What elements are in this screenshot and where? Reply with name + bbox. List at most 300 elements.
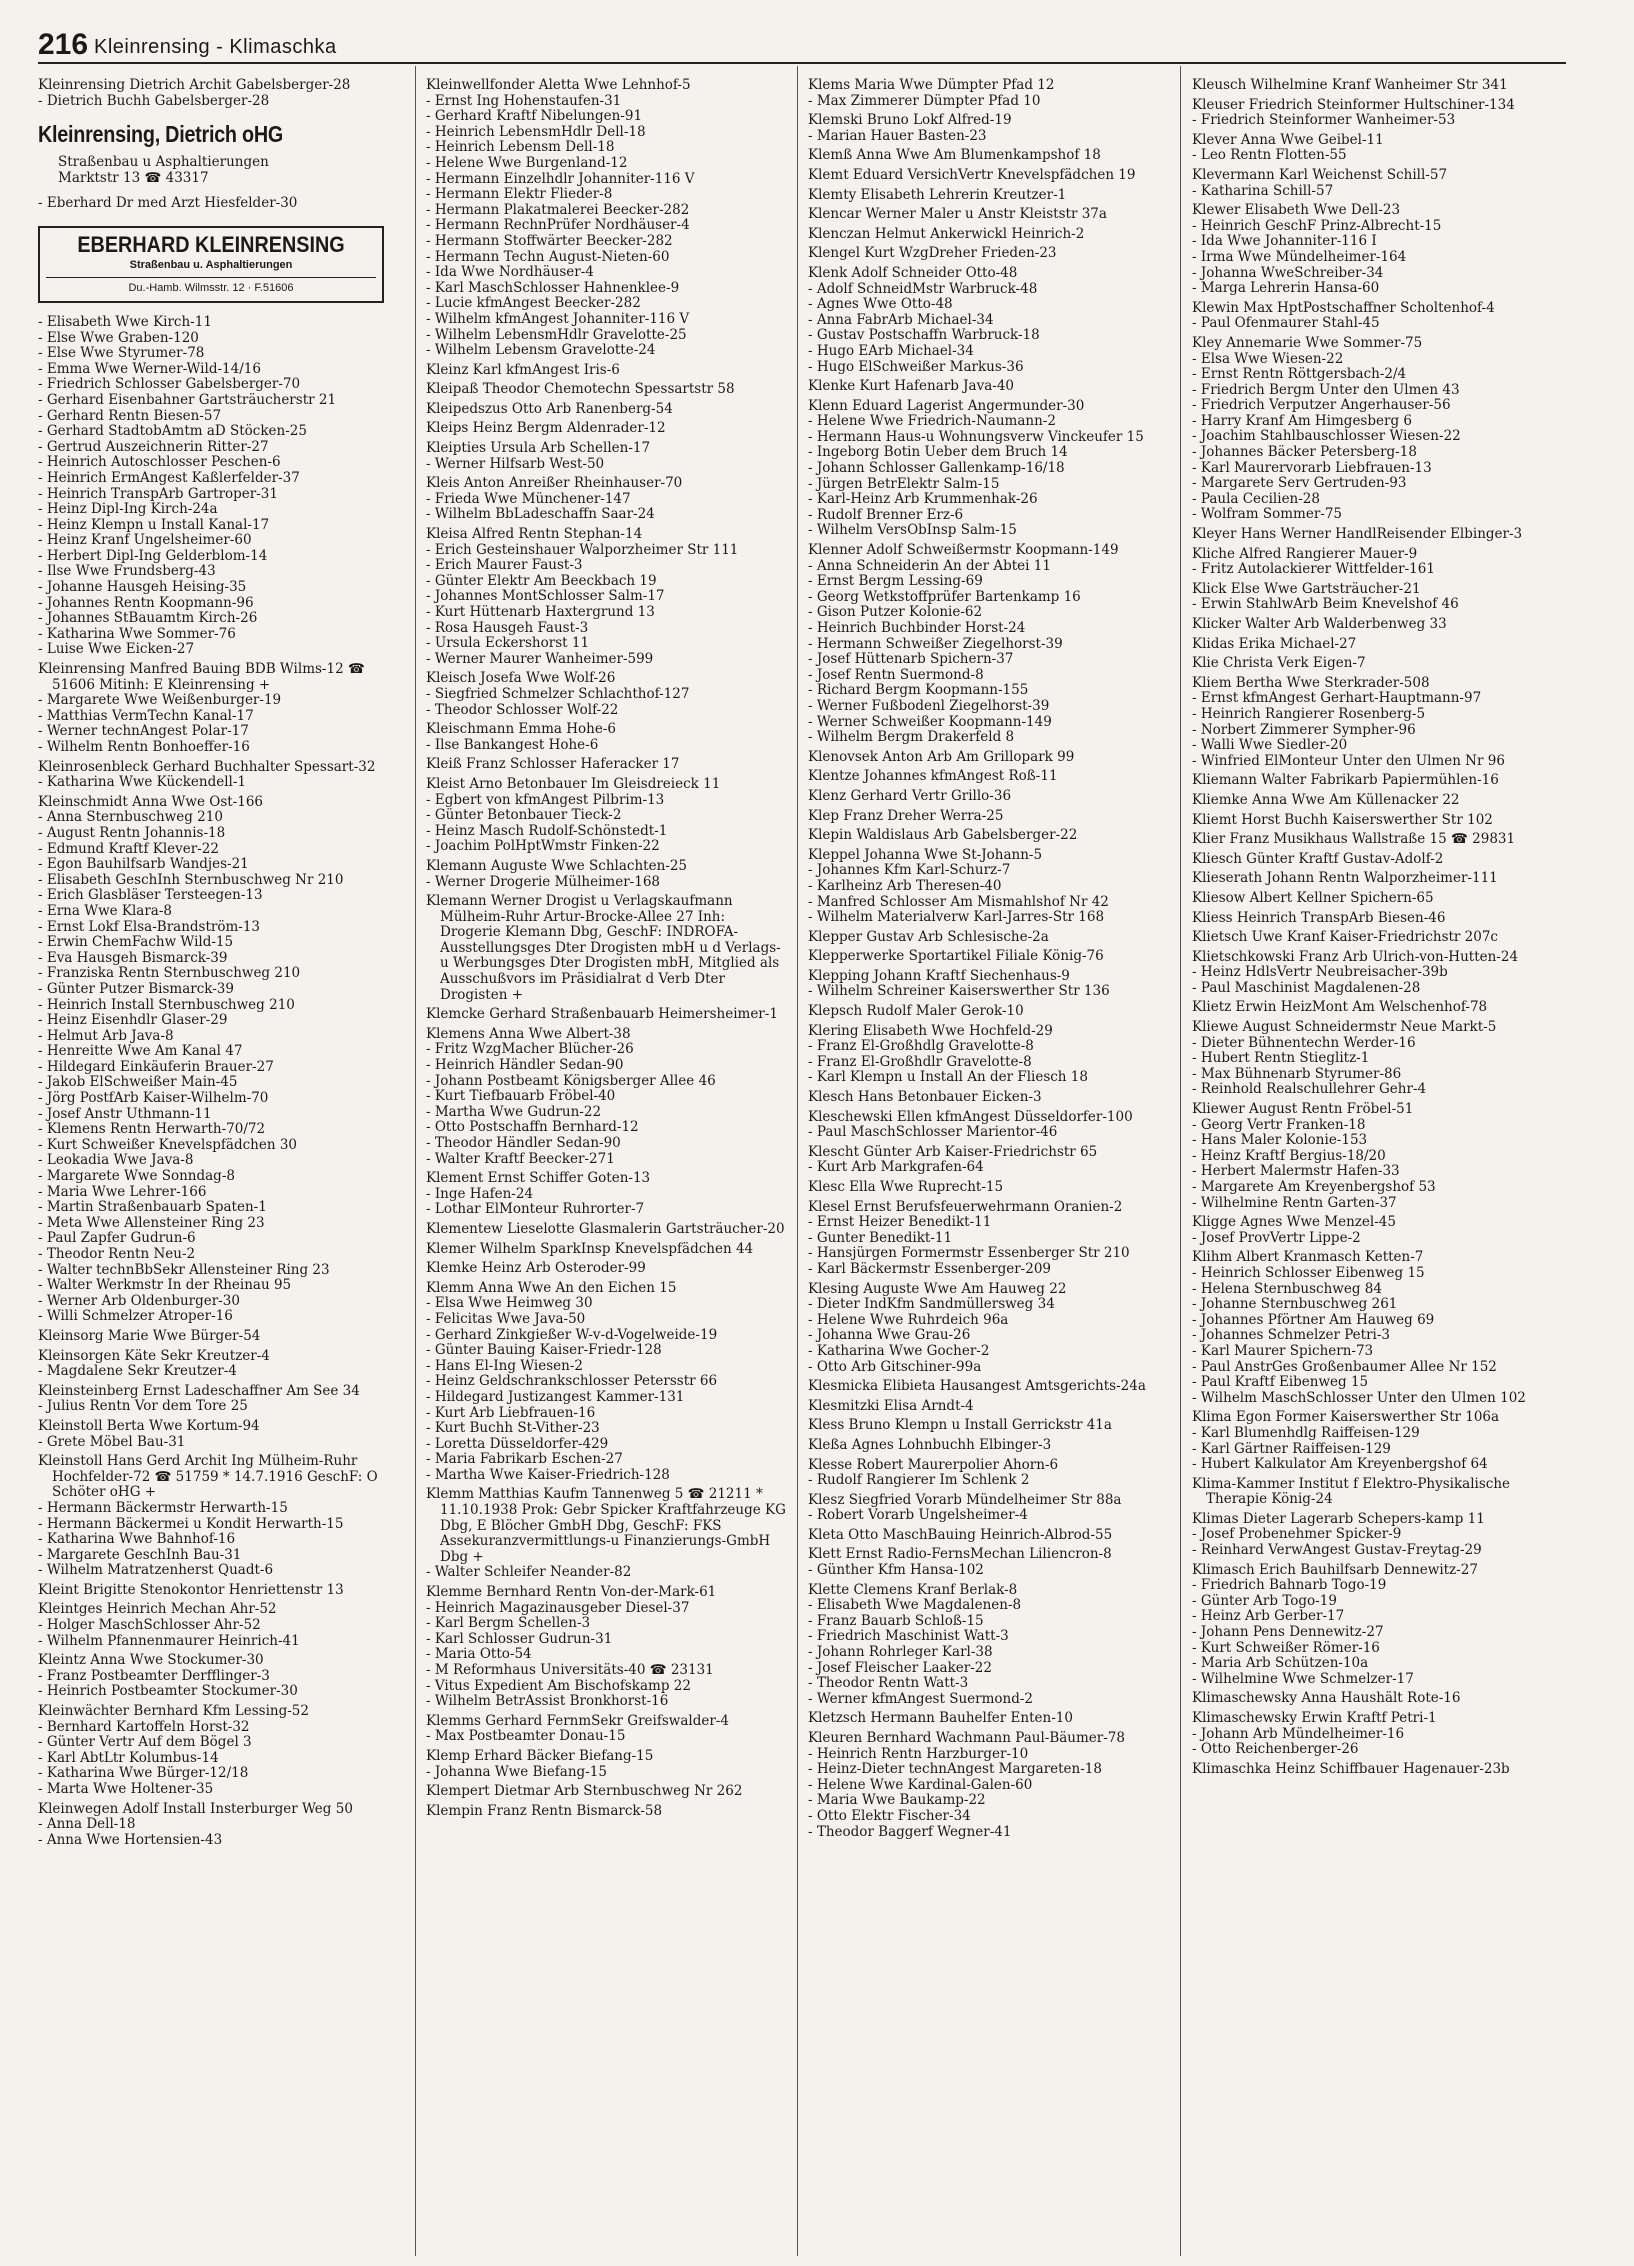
directory-entry: - Johannes Schmelzer Petri-3 [1192,1327,1391,1344]
directory-entry: - Josef Probenehmer Spicker-9 [1192,1526,1402,1543]
directory-entry: Kliess Heinrich TranspArb Biesen-46 [1192,909,1446,926]
directory-entry: - Paul MaschSchlosser Marientor-46 [808,1124,1058,1141]
directory-entry: - Ilse Wwe Frundsberg-43 [38,563,216,580]
directory-entry: Klemt Eduard VersichVertr Knevelspfädchen 19 [808,166,1136,183]
directory-entry: - Felicitas Wwe Java-50 [426,1310,586,1327]
directory-entry: - Wilhelm Matratzenherst Quadt-6 [38,1562,274,1579]
directory-entry: - Ida Wwe Johanniter-116 I [1192,233,1377,250]
directory-entry: - Erna Wwe Klara-8 [38,902,173,919]
directory-entry: - Dieter IndKfm Sandmüllersweg 34 [808,1296,1055,1313]
directory-entry: - Wilhelmine Wwe Schmelzer-17 [1192,1670,1414,1687]
directory-entry: - Johannes Bäcker Petersberg-18 [1192,444,1417,461]
directory-entry: Klihm Albert Kranmasch Ketten-7 [1192,1249,1424,1266]
directory-entry: Klemke Heinz Arb Osteroder-99 [426,1260,646,1277]
directory-entry: - Hermann Bäckermei u Kondit Herwarth-15 [38,1515,344,1532]
directory-entry: - Gerhard Zinkgießer W-v-d-Vogelweide-19 [426,1326,718,1343]
directory-entry: - Werner technAngest Polar-17 [38,723,249,740]
directory-entry: Klenn Eduard Lagerist Angermunder-30 [808,397,1085,414]
directory-entry: - Paula Cecilien-28 [1192,490,1320,507]
directory-entry: Kleinwächter Bernhard Kfm Lessing-52 [38,1703,309,1720]
directory-entry: - Winfried ElMonteur Unter den Ulmen Nr 96 [1192,752,1505,769]
column-1-intro [38,78,406,109]
directory-entry: Klesel Ernst Berufsfeuerwehrmann Oranien-2 [808,1198,1123,1215]
directory-entry: - Helene Wwe Ruhrdeich 96a [808,1311,1009,1328]
directory-entry: Kleta Otto MaschBauing Heinrich-Albrod-55 [808,1526,1113,1543]
directory-entry: - Karl AbtLtr Kolumbus-14 [38,1749,219,1766]
directory-entry: - Karl-Heinz Arb Krummenhak-26 [808,491,1038,508]
directory-entry: Klie Christa Verk Eigen-7 [1192,655,1366,672]
directory-entry: Klemms Gerhard FernmSekr Greifswalder-4 [426,1712,729,1729]
directory-entry: - Kurt Hüttenarb Haxtergrund 13 [426,604,655,620]
directory-entry: Klemens Anna Wwe Albert-38 [426,1025,631,1042]
directory-entry: - Friedrich Schlosser Gabelsberger-70 [38,376,301,393]
directory-entry: - Kurt Arb Markgrafen-64 [808,1159,984,1176]
directory-entry: Klidas Erika Michael-27 [1192,635,1357,652]
directory-entry: - Otto Postschaffn Bernhard-12 [426,1119,639,1136]
directory-entry: Klemcke Gerhard Straßenbauarb Heimersheimer-1 [426,1006,778,1023]
directory-entry: - Wilhelm Schreiner Kaiserswerther Str 136 [808,983,1110,1000]
directory-entry: - Johannes Kfm Karl-Schurz-7 [808,862,1011,879]
directory-entry: - Werner Hilfsarb West-50 [426,455,605,472]
directory-entry: Klengel Kurt WzgDreher Frieden-23 [808,245,1057,262]
directory-entry: Klepin Waldislaus Arb Gabelsberger-22 [808,827,1078,844]
directory-entry: Kliesow Albert Kellner Spichern-65 [1192,889,1434,906]
directory-entry: - Richard Bergm Koopmann-155 [808,682,1029,699]
directory-entry: - Anna Schneiderin An der Abtei 11 [808,557,1051,574]
directory-entry: - Walter Schleifer Neander-82 [426,1564,632,1581]
directory-entry: - Günter Vertr Auf dem Bögel 3 [38,1734,252,1751]
directory-entry: Klepper Gustav Arb Schlesische-2a [808,928,1049,945]
directory-entry: Klicker Walter Arb Walderbenweg 33 [1192,616,1447,632]
directory-entry: - Helmut Arb Java-8 [38,1027,174,1044]
directory-entry: Klett Ernst Radio-FernsMechan Liliencron-8 [808,1546,1112,1563]
directory-entry: - Theodor Rentn Watt-3 [808,1675,969,1692]
directory-entry: - Karl Blumenhdlg Raiffeisen-129 [1192,1424,1420,1441]
directory-entry: - Gerhard Rentn Biesen-57 [38,407,222,424]
directory-entry: - Gerhard Eisenbahner Gartsträucherstr 21 [38,391,337,408]
directory-entry: - Georg Vertr Franken-18 [1192,1116,1366,1133]
directory-entry: - Hermann Techn August-Nieten-60 [426,248,670,265]
directory-entry: - Theodor Rentn Neu-2 [38,1246,196,1262]
directory-entry: - Robert Vorarb Ungelsheimer-4 [808,1507,1028,1524]
directory-entry: - Katharina Wwe Bürger-12/18 [38,1765,249,1782]
directory-entry: Kleisch Josefa Wwe Wolf-26 [426,670,616,687]
directory-entry: Klieserath Johann Rentn Walporzheimer-111 [1192,870,1498,887]
directory-entry: - Johann Arb Mündelheimer-16 [1192,1725,1405,1742]
directory-entry: - Kurt Schweißer Römer-16 [1192,1639,1380,1656]
directory-entry: - Werner Schweißer Koopmann-149 [808,713,1052,730]
directory-entry: - Joachim PolHptWmstr Finken-22 [426,838,660,855]
directory-entry: Kliewer August Rentn Fröbel-51 [1192,1101,1414,1118]
directory-entry: - Kurt Arb Liebfrauen-16 [426,1404,596,1421]
ad-address: Du.-Hamb. Wilmsstr. 12 · F.51606 [46,277,376,295]
directory-entry: - Gertrud Auszeichnerin Ritter-27 [38,438,269,455]
directory-entry: Klewin Max HptPostschaffner Scholtenhof-4 [1192,299,1495,316]
directory-entry: - Rosa Hausgeh Faust-3 [426,619,589,636]
directory-entry: Kleinrosenbleck Gerhard Buchhalter Spessart-32 [38,758,376,775]
directory-entry: - Helene Wwe Kardinal-Galen-60 [808,1776,1033,1793]
directory-entry: Klementew Lieselotte Glasmalerin Gartsträucher-20 [426,1220,785,1237]
directory-entry: Klemski Bruno Lokf Alfred-19 [808,112,1012,129]
directory-entry: - Johanne Sternbuschweg 261 [1192,1296,1398,1313]
directory-entry: - Friedrich Bahnarb Togo-19 [1192,1577,1387,1594]
directory-entry: - Erich Glasbläser Tersteegen-13 [38,887,263,904]
directory-entry: - Johann Postbeamt Königsberger Allee 46 [426,1072,716,1089]
company-heading-line: Marktstr 13 ☎ 43317 [58,169,209,186]
directory-entry: - Karlheinz Arb Theresen-40 [808,877,1002,894]
column-divider [797,66,798,2256]
directory-entry: Kleinstoll Berta Wwe Kortum-94 [38,1417,260,1434]
ad-subtitle: Straßenbau u. Asphaltierungen [129,258,293,271]
directory-entry: - Margarete Wwe Sonndag-8 [38,1168,235,1185]
directory-entry: - Heinz Arb Gerber-17 [1192,1608,1345,1625]
directory-entry: - Heinrich Autoschlosser Peschen-6 [38,454,281,471]
directory-entry: - Elsa Wwe Heimweg 30 [426,1295,593,1312]
directory-entry: - Ernst kfmAngest Gerhart-Hauptmann-97 [1192,690,1482,707]
directory-entry: Kleinsteinberg Ernst Ladeschaffner Am See 34 [38,1382,360,1399]
directory-entry: Klep Franz Dreher Werra-25 [808,807,1004,824]
directory-entry: - Reinhard VerwAngest Gustav-Freytag-29 [1192,1542,1482,1559]
directory-entry: - Bernhard Kartoffeln Horst-32 [38,1718,250,1735]
directory-entry: - Josef Fleischer Laaker-22 [808,1659,992,1676]
directory-entry: - Edmund Kraftf Klever-22 [38,840,219,857]
directory-entry: Klimaschewsky Erwin Kraftf Petri-1 [1192,1710,1437,1726]
directory-entry: - Maria Otto-54 [426,1646,532,1663]
directory-entry: - Erich Maurer Faust-3 [426,557,583,574]
directory-entry: - Maria Fabrikarb Eschen-27 [426,1451,623,1468]
directory-entry: Klepsch Rudolf Maler Gerok-10 [808,1003,1024,1020]
directory-entry: - Maria Arb Schützen-10a [1192,1655,1369,1672]
directory-entry: - Kurt Tiefbauarb Fröbel-40 [426,1088,616,1105]
directory-entry: - Paul Maschinist Magdalenen-28 [1192,979,1421,996]
directory-entry: - Heinrich Postbeamter Stockumer-30 [38,1683,298,1700]
directory-entry: - Karl MaschSchlosser Hahnenklee-9 [426,279,680,296]
directory-entry: - Marta Wwe Holtener-35 [38,1781,214,1797]
ad-title: EBERHARD KLEINRENSING [77,231,345,257]
directory-entry: Kleintz Anna Wwe Stockumer-30 [38,1652,264,1669]
directory-entry: Klemann Auguste Wwe Schlachten-25 [426,857,688,874]
directory-entry: - Katharina Wwe Sommer-76 [38,625,236,642]
directory-entry: - Ilse Bankangest Hohe-6 [426,736,599,753]
directory-entry: Klepperwerke Sportartikel Filiale König-76 [808,948,1104,965]
directory-entry: Klempin Franz Rentn Bismarck-58 [426,1802,663,1819]
directory-entry: - Heinrich ErmAngest Kaßlerfelder-37 [38,469,300,486]
directory-entry: - Johannes Pförtner Am Hauweg 69 [1192,1311,1435,1328]
directory-entry: - Ernst Bergm Lessing-69 [808,573,983,590]
directory-entry: Kliesch Günter Kraftf Gustav-Adolf-2 [1192,850,1444,867]
directory-entry: - Georg Wetkstoffprüfer Bartenkamp 16 [808,588,1081,605]
directory-entry: - August Rentn Johannis-18 [38,824,226,841]
directory-entry: Kleischmann Emma Hohe-6 [426,721,616,738]
directory-entry: Kleinsorgen Käte Sekr Kreutzer-4 [38,1347,270,1364]
directory-entry: Kleinwellfonder Aletta Wwe Lehnhof-5 [426,77,691,93]
directory-entry: - Kurt Schweißer Knevelspfädchen 30 [38,1136,297,1153]
directory-entry: Klesz Siegfried Vorarb Mündelheimer Str 88a [808,1491,1122,1508]
directory-entry: - Martin Straßenbauarb Spaten-1 [38,1199,267,1216]
directory-entry: - Herbert Malermstr Hafen-33 [1192,1163,1400,1180]
directory-entry: - Wilhelm Rentn Bonhoeffer-16 [38,739,250,755]
directory-entry: - Elisabeth Wwe Magdalenen-8 [808,1597,1022,1614]
directory-entry: - Josef Rentn Suermond-8 [808,666,984,683]
company-heading-details [38,155,406,186]
column-1-mid [38,196,406,212]
directory-entry: - Dieter Bühnentechn Werder-16 [1192,1034,1416,1051]
directory-entry: Kleinrensing Manfred Bauing BDB Wilms-12 ☎ 51606 Mitinh: E Kleinrensing + [38,661,370,693]
directory-entry: - Heinz Dipl-Ing Kirch-24a [38,501,218,518]
directory-entry: - Anna FabrArb Michael-34 [808,311,994,328]
column-1-entries [38,315,406,1848]
directory-entry: - Günter Arb Togo-19 [1192,1592,1337,1609]
directory-entry: - Holger MaschSchlosser Ahr-52 [38,1617,261,1634]
directory-entry: Kleinz Karl kfmAngest Iris-6 [426,361,620,378]
directory-entry: Kliemke Anna Wwe Am Küllenacker 22 [1192,791,1460,808]
directory-entry: Kleyer Hans Werner HandlReisender Elbinger-3 [1192,526,1523,543]
directory-entry: - Heinrich TranspArb Gartroper-31 [38,485,278,502]
directory-entry: - Katharina Wwe Bahnhof-16 [38,1531,236,1548]
directory-entry: - Paul Zapfer Gudrun-6 [38,1230,196,1247]
directory-entry: - Hermann Stoffwärter Beecker-282 [426,232,673,249]
directory-entry: - Heinrich Rentn Harzburger-10 [808,1745,1029,1762]
directory-entry: - Friedrich Bergm Unter den Ulmen 43 [1192,381,1460,398]
directory-entry: - Marian Hauer Basten-23 [808,127,987,144]
directory-entry: Klesing Auguste Wwe Am Hauweg 22 [808,1280,1067,1297]
directory-entry: - Eva Hausgeh Bismarck-39 [38,949,228,966]
directory-entry: - Ernst Heizer Benedikt-11 [808,1214,992,1231]
directory-entry: Kliche Alfred Rangierer Mauer-9 [1192,545,1418,562]
directory-entry: - Martha Wwe Gudrun-22 [426,1103,602,1120]
directory-entry: Kletzsch Hermann Bauhelfer Enten-10 [808,1710,1073,1727]
directory-entry: Kleipties Ursula Arb Schellen-17 [426,440,651,457]
directory-entry: - Elsa Wwe Wiesen-22 [1192,350,1344,367]
directory-entry: - Jakob ElSchweißer Main-45 [38,1074,238,1091]
directory-entry: - Paul Ofenmaurer Stahl-45 [1192,315,1380,332]
directory-entry: Kliewe August Schneidermstr Neue Markt-5 [1192,1019,1497,1036]
directory-entry: - Gerhard StadtobAmtm aD Stöcken-25 [38,423,307,440]
directory-entry: - Fritz Autolackierer Wittfelder-161 [1192,561,1435,578]
directory-entry: - Max Bühnenarb Styrumer-86 [1192,1065,1402,1082]
directory-entry: - Henreitte Wwe Am Kanal 47 [38,1043,243,1060]
column-2 [426,77,791,2248]
directory-entry: - Katharina Schill-57 [1192,182,1334,199]
directory-entry: Klesc Ella Wwe Ruprecht-15 [808,1179,1004,1195]
directory-entry: - Hugo EArb Michael-34 [808,342,974,359]
directory-entry: - Theodor Baggerf Wegner-41 [808,1823,1012,1840]
directory-entry: Klesmicka Elibieta Hausangest Amtsgerichts-24a [808,1378,1146,1395]
directory-entry: - Vitus Expedient Am Bischofskamp 22 [426,1677,691,1694]
directory-entry: - Friedrich Maschinist Watt-3 [808,1628,1009,1645]
directory-entry: - Rudolf Brenner Erz-6 [808,506,964,523]
directory-entry: - Margarete GeschInh Bau-31 [38,1546,242,1563]
directory-entry: - Egon Bauhilfsarb Wandjes-21 [38,856,249,873]
directory-entry: Klemty Elisabeth Lehrerin Kreutzer-1 [808,186,1067,203]
directory-entry: Klemp Erhard Bäcker Biefang-15 [426,1747,654,1764]
directory-entry: - Max Zimmerer Dümpter Pfad 10 [808,92,1041,109]
directory-entry: Klima Egon Former Kaiserswerther Str 106a [1192,1409,1500,1426]
directory-entry: - Loretta Düsseldorfer-429 [426,1435,609,1452]
directory-entry: - Siegfried Schmelzer Schlachthof-127 [426,685,690,702]
directory-entry: Klietsch Uwe Kranf Kaiser-Friedrichstr 207c [1192,929,1498,946]
directory-entry: - Rudolf Rangierer Im Schlenk 2 [808,1472,1030,1489]
directory-entry: - Heinz HdlsVertr Neubreisacher-39b [1192,964,1448,981]
directory-entry: - Wilhelm BetrAssist Bronkhorst-16 [426,1693,669,1710]
directory-entry: - Heinrich Händler Sedan-90 [426,1057,624,1074]
directory-entry: - Werner kfmAngest Suermond-2 [808,1690,1033,1707]
directory-entry: - Johannes Rentn Koopmann-96 [38,594,254,611]
directory-entry: - Otto Elektr Fischer-34 [808,1807,971,1824]
directory-entry: - Klemens Rentn Herwarth-70/72 [38,1121,266,1138]
column-3-entries [808,78,1170,1840]
directory-entry: - Heinrich GeschF Prinz-Albrecht-15 [1192,217,1442,234]
directory-entry: - Josef Hüttenarb Spichern-37 [808,651,1014,668]
directory-entry: Kleis Anton Anreißer Rheinhauser-70 [426,475,683,492]
directory-entry: - Heinrich Rangierer Rosenberg-5 [1192,705,1426,722]
directory-entry: Klemm Matthias Kaufm Tannenweg 5 ☎ 21211 * 11.10.1938 Prok: Gebr Spicker Kraftfahrzeuge KG Dbg, E Blöcher GmbH Dbg, GeschF: FKS Assekuranzvermittlungs-u Finanzierungs-GmbH Dbg + [426,1486,791,1565]
directory-entry: - Ernst Rentn Röttgersbach-2/4 [1192,366,1407,383]
directory-entry: - Joachim Stahlbauschlosser Wiesen-22 [1192,428,1461,445]
directory-entry: - Johanna Wwe Biefang-15 [426,1763,607,1780]
directory-entry: - Julius Rentn Vor dem Tore 25 [38,1398,248,1415]
directory-entry: - Günter Elektr Am Beeckbach 19 [426,572,657,589]
column-divider [1180,66,1181,2256]
directory-entry: - Maria Wwe Lehrer-166 [38,1183,207,1200]
directory-entry: - Wilhelm MaschSchlosser Unter den Ulmen 102 [1192,1389,1526,1406]
directory-entry: - Wilhelm VersObInsp Salm-15 [808,522,1017,539]
directory-entry: - Hubert Rentn Stieglitz-1 [1192,1050,1370,1067]
directory-entry: Kliemt Horst Buchh Kaiserswerther Str 102 [1192,811,1493,828]
directory-entry: Kleisa Alfred Rentn Stephan-14 [426,526,643,543]
directory-entry: Kleinwegen Adolf Install Insterburger Weg 50 [38,1800,353,1817]
directory-entry: Kleppel Johanna Wwe St-Johann-5 [808,846,1043,863]
directory-entry: - Else Wwe Graben-120 [38,329,199,346]
directory-entry: - Paul AnstrGes Großenbaumer Allee Nr 152 [1192,1358,1497,1375]
directory-entry: - Heinrich Schlosser Eibenweg 15 [1192,1264,1425,1281]
directory-entry: - Erwin StahlwArb Beim Knevelshof 46 [1192,596,1459,613]
directory-entry: - Hansjürgen Formermstr Essenberger Str 210 [808,1245,1130,1262]
directory-entry: - Karl Bergm Schellen-3 [426,1615,591,1632]
directory-entry: - Eberhard Dr med Arzt Hiesfelder-30 [38,195,298,212]
directory-entry: Klems Maria Wwe Dümpter Pfad 12 [808,77,1055,93]
directory-entry: - Wilhelm Materialverw Karl-Jarres-Str 168 [808,909,1105,926]
directory-entry: - Wilhelm Bergm Drakerfeld 8 [808,729,1015,746]
directory-entry: - Erwin ChemFachw Wild-15 [38,934,234,951]
directory-entry: - Dietrich Buchh Gabelsberger-28 [38,92,270,109]
directory-entry: Kliem Bertha Wwe Sterkrader-508 [1192,674,1430,691]
directory-entry: Klesch Hans Betonbauer Eicken-3 [808,1089,1042,1106]
directory-entry: - Heinz Kraftf Bergius-18/20 [1192,1147,1386,1164]
directory-entry: Klenovsek Anton Arb Am Grillopark 99 [808,748,1075,765]
directory-entry: - Karl Maurervorarb Liebfrauen-13 [1192,459,1432,476]
directory-entry: Kleipedszus Otto Arb Ranenberg-54 [426,400,673,417]
directory-entry: Kleinschmidt Anna Wwe Ost-166 [38,793,264,810]
directory-entry: - Franz Bauarb Schloß-15 [808,1612,984,1629]
directory-entry: Klemß Anna Wwe Am Blumenkampshof 18 [808,147,1101,164]
directory-entry: - Maria Wwe Baukamp-22 [808,1792,986,1809]
directory-entry: - Margarete Am Kreyenbergshof 53 [1192,1179,1436,1195]
column-4 [1192,78,1566,2248]
directory-entry: - Frieda Wwe Münchener-147 [426,490,631,507]
directory-entry: - Harry Kranf Am Himgesberg 6 [1192,412,1412,429]
directory-entry: - Werner Arb Oldenburger-30 [38,1292,240,1309]
directory-entry: Klimasch Erich Bauhilfsarb Dennewitz-27 [1192,1561,1478,1578]
directory-entry: - Günther Kfm Hansa-102 [808,1562,984,1579]
directory-entry: - Gison Putzer Kolonie-62 [808,604,983,621]
directory-entry: - Elisabeth Wwe Kirch-11 [38,313,212,330]
directory-entry: - Hermann Bäckermstr Herwarth-15 [38,1499,288,1516]
directory-entry: - Johannes MontSchlosser Salm-17 [426,588,665,605]
directory-entry: Kleuser Friedrich Steinformer Hultschiner-134 [1192,96,1515,113]
directory-entry: - Karl Schlosser Gudrun-31 [426,1630,613,1647]
directory-entry: Klette Clemens Kranf Berlak-8 [808,1581,1018,1598]
directory-entry: Klimaschka Heinz Schiffbauer Hagenauer-23b [1192,1760,1510,1777]
directory-entry: - Wilhelm Pfannenmaurer Heinrich-41 [38,1632,300,1649]
directory-entry: - Egbert von kfmAngest Pilbrim-13 [426,791,665,808]
directory-entry: - Walter technBbSekr Allensteiner Ring 23 [38,1261,330,1278]
directory-entry: - Heinrich Magazinausgeber Diesel-37 [426,1599,690,1616]
directory-entry: - Heinz Kranf Ungelsheimer-60 [38,532,252,549]
directory-entry: - Heinz Geldschrankschlosser Petersstr 66 [426,1373,718,1390]
directory-entry: Kleint Brigitte Stenokontor Henriettenstr 13 [38,1581,344,1598]
directory-entry: - Otto Reichenberger-26 [1192,1741,1359,1758]
directory-entry: - Lucie kfmAngest Beecker-282 [426,295,641,312]
directory-entry: Kley Annemarie Wwe Sommer-75 [1192,334,1423,351]
directory-entry: Kleßa Agnes Lohnbuchh Elbinger-3 [808,1436,1052,1453]
directory-entry: - Magdalene Sekr Kreutzer-4 [38,1363,237,1380]
column-1 [38,78,406,2248]
directory-entry: - Walter Kraftf Beecker-271 [426,1150,615,1167]
directory-entry: - Friedrich Verputzer Angerhauser-56 [1192,397,1451,414]
directory-entry: - Franz Postbeamter Derfflinger-3 [38,1667,270,1684]
directory-entry: Klevermann Karl Weichenst Schill-57 [1192,166,1448,183]
directory-entry: Kleipaß Theodor Chemotechn Spessartstr 58 [426,381,735,398]
directory-entry: - Hildegard Einkäuferin Brauer-27 [38,1058,274,1075]
directory-entry: - Ingeborg Botin Ueber dem Bruch 14 [808,444,1068,461]
directory-entry: - Heinz Masch Rudolf-Schönstedt-1 [426,822,668,839]
directory-entry: Kligge Agnes Wwe Menzel-45 [1192,1214,1396,1231]
directory-entry: - Ernst Ing Hohenstaufen-31 [426,92,622,109]
directory-entry: Klentze Johannes kfmAngest Roß-11 [808,768,1058,785]
directory-entry: - Luise Wwe Eicken-27 [38,641,195,658]
directory-entry: Kleinstoll Hans Gerd Archit Ing Mülheim-Ruhr Hochfelder-72 ☎ 51759 * 14.7.1916 GeschF: O Schöter oHG + [38,1453,383,1501]
directory-entry: - Wilhelm BbLadeschaffn Saar-24 [426,506,655,523]
directory-entry: - Gunter Benedikt-11 [808,1229,953,1246]
directory-entry: - Heinz Eisenhdlr Glaser-29 [38,1012,228,1029]
directory-entry: - Meta Wwe Allensteiner Ring 23 [38,1214,265,1231]
directory-entry: - Jörg PostfArb Kaiser-Wilhelm-70 [38,1090,269,1107]
directory-entry: Kleuren Bernhard Wachmann Paul-Bäumer-78 [808,1730,1125,1746]
directory-entry: - Katharina Wwe Kückendell-1 [38,774,246,791]
directory-entry: - Wilhelmine Rentn Garten-37 [1192,1194,1397,1211]
directory-entry: - Leo Rentn Flotten-55 [1192,147,1347,164]
directory-entry: - Otto Arb Gitschiner-99a [808,1358,982,1375]
directory-entry: - Margarete Wwe Weißenburger-19 [38,692,282,709]
directory-entry: - Matthias VermTechn Kanal-17 [38,707,254,724]
directory-entry: - Theodor Händler Sedan-90 [426,1135,621,1151]
directory-entry: - Theodor Schlosser Wolf-22 [426,701,619,718]
directory-entry: - Karl Maurer Spichern-73 [1192,1342,1374,1359]
company-heading: Kleinrensing, Dietrich oHG [38,121,283,148]
directory-entry: - Hermann Plakatmalerei Beecker-282 [426,201,690,218]
directory-entry: - Max Postbeamter Donau-15 [426,1728,626,1745]
directory-entry: Kleips Heinz Bergm Aldenrader-12 [426,420,666,437]
directory-entry: Kleintges Heinrich Mechan Ahr-52 [38,1601,277,1618]
directory-entry: Klenk Adolf Schneider Otto-48 [808,264,1018,281]
directory-entry: - Fritz WzgMacher Blücher-26 [426,1041,634,1058]
company-heading-line: Straßenbau u Asphaltierungen [58,154,269,171]
directory-entry: Klesse Robert Maurerpolier Ahorn-6 [808,1456,1059,1473]
directory-entry: - Johanna WweSchreiber-34 [1192,264,1384,281]
directory-entry: - Hubert Kalkulator Am Kreyenbergshof 64 [1192,1456,1488,1473]
directory-entry: Klever Anna Wwe Geibel-11 [1192,131,1384,148]
